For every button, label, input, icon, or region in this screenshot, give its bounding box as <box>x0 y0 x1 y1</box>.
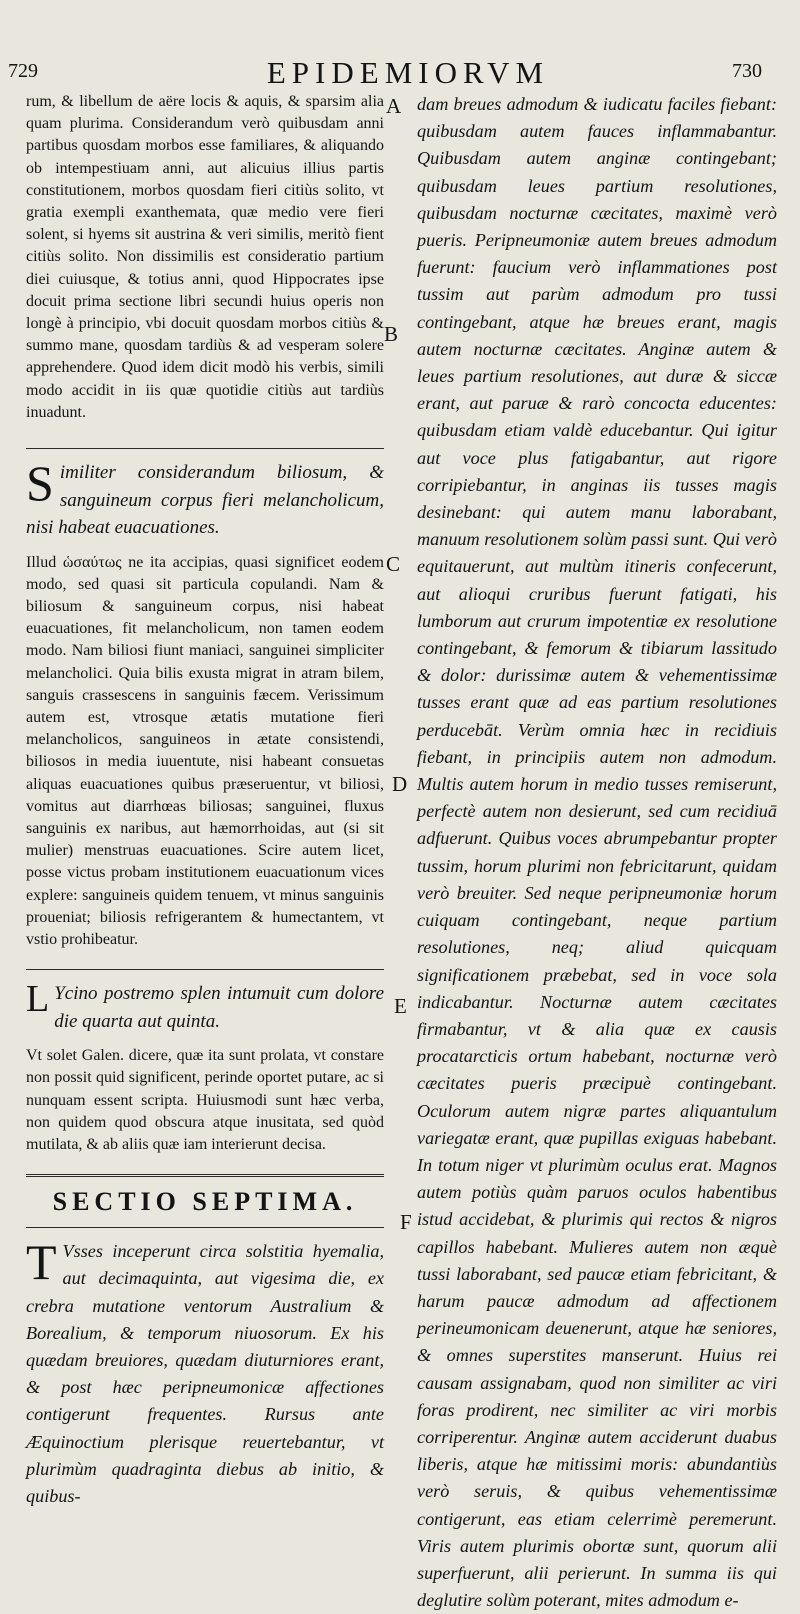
left-column <box>26 91 384 1510</box>
drop-cap: L <box>26 978 50 1021</box>
lemma-1 <box>26 455 384 542</box>
drop-cap: S <box>26 455 54 512</box>
page-number-right: 730 <box>732 60 762 82</box>
right-column <box>417 91 777 1614</box>
lemma-1-text: imiliter considerandum biliosum, & sanguineum corpus fieri melancholicum, nisi habeat euacuationes. <box>26 462 384 539</box>
margin-letter-b: B <box>384 322 399 346</box>
running-title: EPIDEMIORVM <box>266 55 550 90</box>
commentary-paragraph-1: rum, & libellum de aëre locis & aquis, & sparsim alia quam plurima. Considerandum verò quibusdam anni partibus quosdam morbos esse familiares, & aliquando ob intempestiuam anni, aut alicuius illius partis constitutionem, morbos quosdam fieri citiùs solito, vt gratia exempli exanthemata, quæ medio vere fieri solent, si hyems sit austrina & veri similis, meritò fient citiùs solito. Non dissimilis est consideratio partium diei cuiusque, & totius anni, quod Hippocrates ipse docuit prima sectione libri secundi huius operis non longè à principio, vbi docuit quosdam morbos citiùs & summo mane, quosdam tardiùs & ad vesperam solere apprehendere. Quod idem dicit modò his verbis, simili modo accidit in iis quæ quotidie citiùs aut tardiùs inuadunt. <box>26 93 384 421</box>
commentary-paragraph-3: Vt solet Galen. dicere, quæ ita sunt prolata, vt constare non possit quid significent, perinde oportet putare, ac si nunquam essent scripta. Huiusmodi sunt hæc verba, non quidem quod obscura atque inusitata, sed quòd mutilata, & ab aliis quæ iam interierunt decisa. <box>26 1047 384 1154</box>
hippocratic-text-continued: dam breues admodum & iudicatu faciles fiebant: quibusdam autem fauces inflammabantur. Quibusdam autem anginæ contingebant; quibusdam leues partium resolutiones, quibusdam nocturnæ cæcitates, maximè verò pueris. Peripneumoniæ autem breues admodum fuerunt: faucium verò inflammationes post tussim aut parùm admodum pro tussi contingebant, atque hæ breues erant, magis autem nocturnæ cæcitates. Anginæ autem & leues partium resolutiones, aut duræ & siccæ erant, aut paruæ & rarò concocta educentes: quibusdam etiam valdè educebantur. Qui igitur aut voce plus fatigabantur, aut rigore corripiebantur, in anginas iis tusses magis desinebant: qui autem manu laborabant, manuum resolutionem solùm passi sunt. Qui verò equitauerunt, aut multùm itineris confecerunt, aut alioqui cruribus fuerunt fatigati, his lumborum aut crurum impotentiæ ex resolutione contingebant, & femorum & tibiarum lassitudo & dolor: durissimæ autem & vehementissimæ tusses erant quæ ad eas partium resolutiones perducebāt. Verùm omnia hæc in recidiuis fiebant, in principiis autem non admodum. Multis autem horum in medio tusses remiserunt, perfectè autem non desierunt, sed cum recidiuā adfuerunt. Quibus voces abrumpebantur propter tussim, horum plurimi non febricitarunt, quidam verò breuiter. Sed neque peripneumoniæ horum cuiquam contingebant, neque partium resolutiones, neq; aliud quicquam significationem præbebat, sed in voce sola indicabantur. Nocturnæ autem cæcitates firmabantur, vt & alia quæ ex causis procatarcticis ortum habebant, nocturnæ verò cæcitates pueris præcipuè contingebant. Oculorum autem nigræ partes aliquantulum variegatæ erant, quæ pupillas exiguas habebant. In totum niger vt plurimùm oculus erat. Magnos autem potiùs quàm paruos oculos habentibus istud accidebat, & plurimis qui rectos & nigros capillos habebant. Mulieres autem non æquè tussi laborabant, sed paucæ etiam febricitant, & harum paucæ admodum ad affectionem perineumonicam deuenerunt, atque hæ seniores, & omnes superstites manserunt. Huius rei causam assignabam, quod non similiter ac viri foras prodirent, nec similiter ac viri morbis corriperentur. Anginæ autem acciderunt duabus liberis, atque hæ mitissimi moris: abundantiùs verò seruis, & quibus vehementissimæ contigerunt, eas etiam celerrimè peremerunt. Viris autem plurimis obortæ sunt, quorum alii superfuerunt, alii perierunt. In summa iis qui deglutire solùm poterant, mites admodum e- <box>417 94 777 1611</box>
hippocratic-text-body: Vsses inceperunt circa solstitia hyemalia, aut decimaquinta, aut vigesima die, ex crebra mutatione ventorum Australium & Borealium, & temporum niuosorum. Ex his quædam breuiores, quædam diuturniores erant, & post hæc peripneumonicæ affectiones contigerunt frequentes. Rursus ante Æquinoctium plerisque reuertebantur, vt plurimùm quadraginta diebus ab initio, & quibus- <box>26 1241 384 1507</box>
lemma-2 <box>26 980 384 1035</box>
hippocratic-text <box>26 1234 384 1510</box>
margin-letter-d: D <box>392 772 408 796</box>
section-heading: SECTIO SEPTIMA. <box>52 1187 358 1217</box>
page-number-left: 729 <box>8 60 38 82</box>
drop-cap: T <box>26 1234 57 1291</box>
margin-letter-e: E <box>394 994 407 1018</box>
commentary-paragraph-2: Illud ὡσαύτως ne ita accipias, quasi significet eodem modo, sed quasi sit particula copulandi. Nam & biliosum & sanguineum corpus, nisi habeat euacuationes, fit melancholicum, non tamen eodem modo. Nam biliosi fiunt maniaci, sanguinei simpliciter melancholici. Quia bilis exusta migrat in atram bilem, sanguis crassescens in sanguinis fæcem. Verissimum autem est, vtrosque ætatis mutatione fieri melancholicos, sanguineos in ætate consistendi, biliosos in media iuuentute, nisi habeant consuetas aliquas euacuationes quibus præseruentur, vt biliosi, vomitus aut diarrhœas biliosas; sanguinei, fluxus sanguinis ex naribus, aut hæmorrhoidas, aut (si sit mulier) menstruas euacuationes. Scire autem licet, posse victus probam institutionem euacuationum vices explere: sanguineis quidem tenuem, vt minus sanguinis proueniat; biliosis refrigerantem & humectantem, vt vstio prohibeatur. <box>26 553 384 948</box>
margin-letter-c: C <box>386 552 401 576</box>
margin-letter-f: F <box>400 1210 412 1234</box>
lemma-2-text: Ycino postremo splen intumuit cum dolore die quarta aut quinta. <box>54 983 384 1032</box>
margin-letter-a: A <box>386 94 402 118</box>
